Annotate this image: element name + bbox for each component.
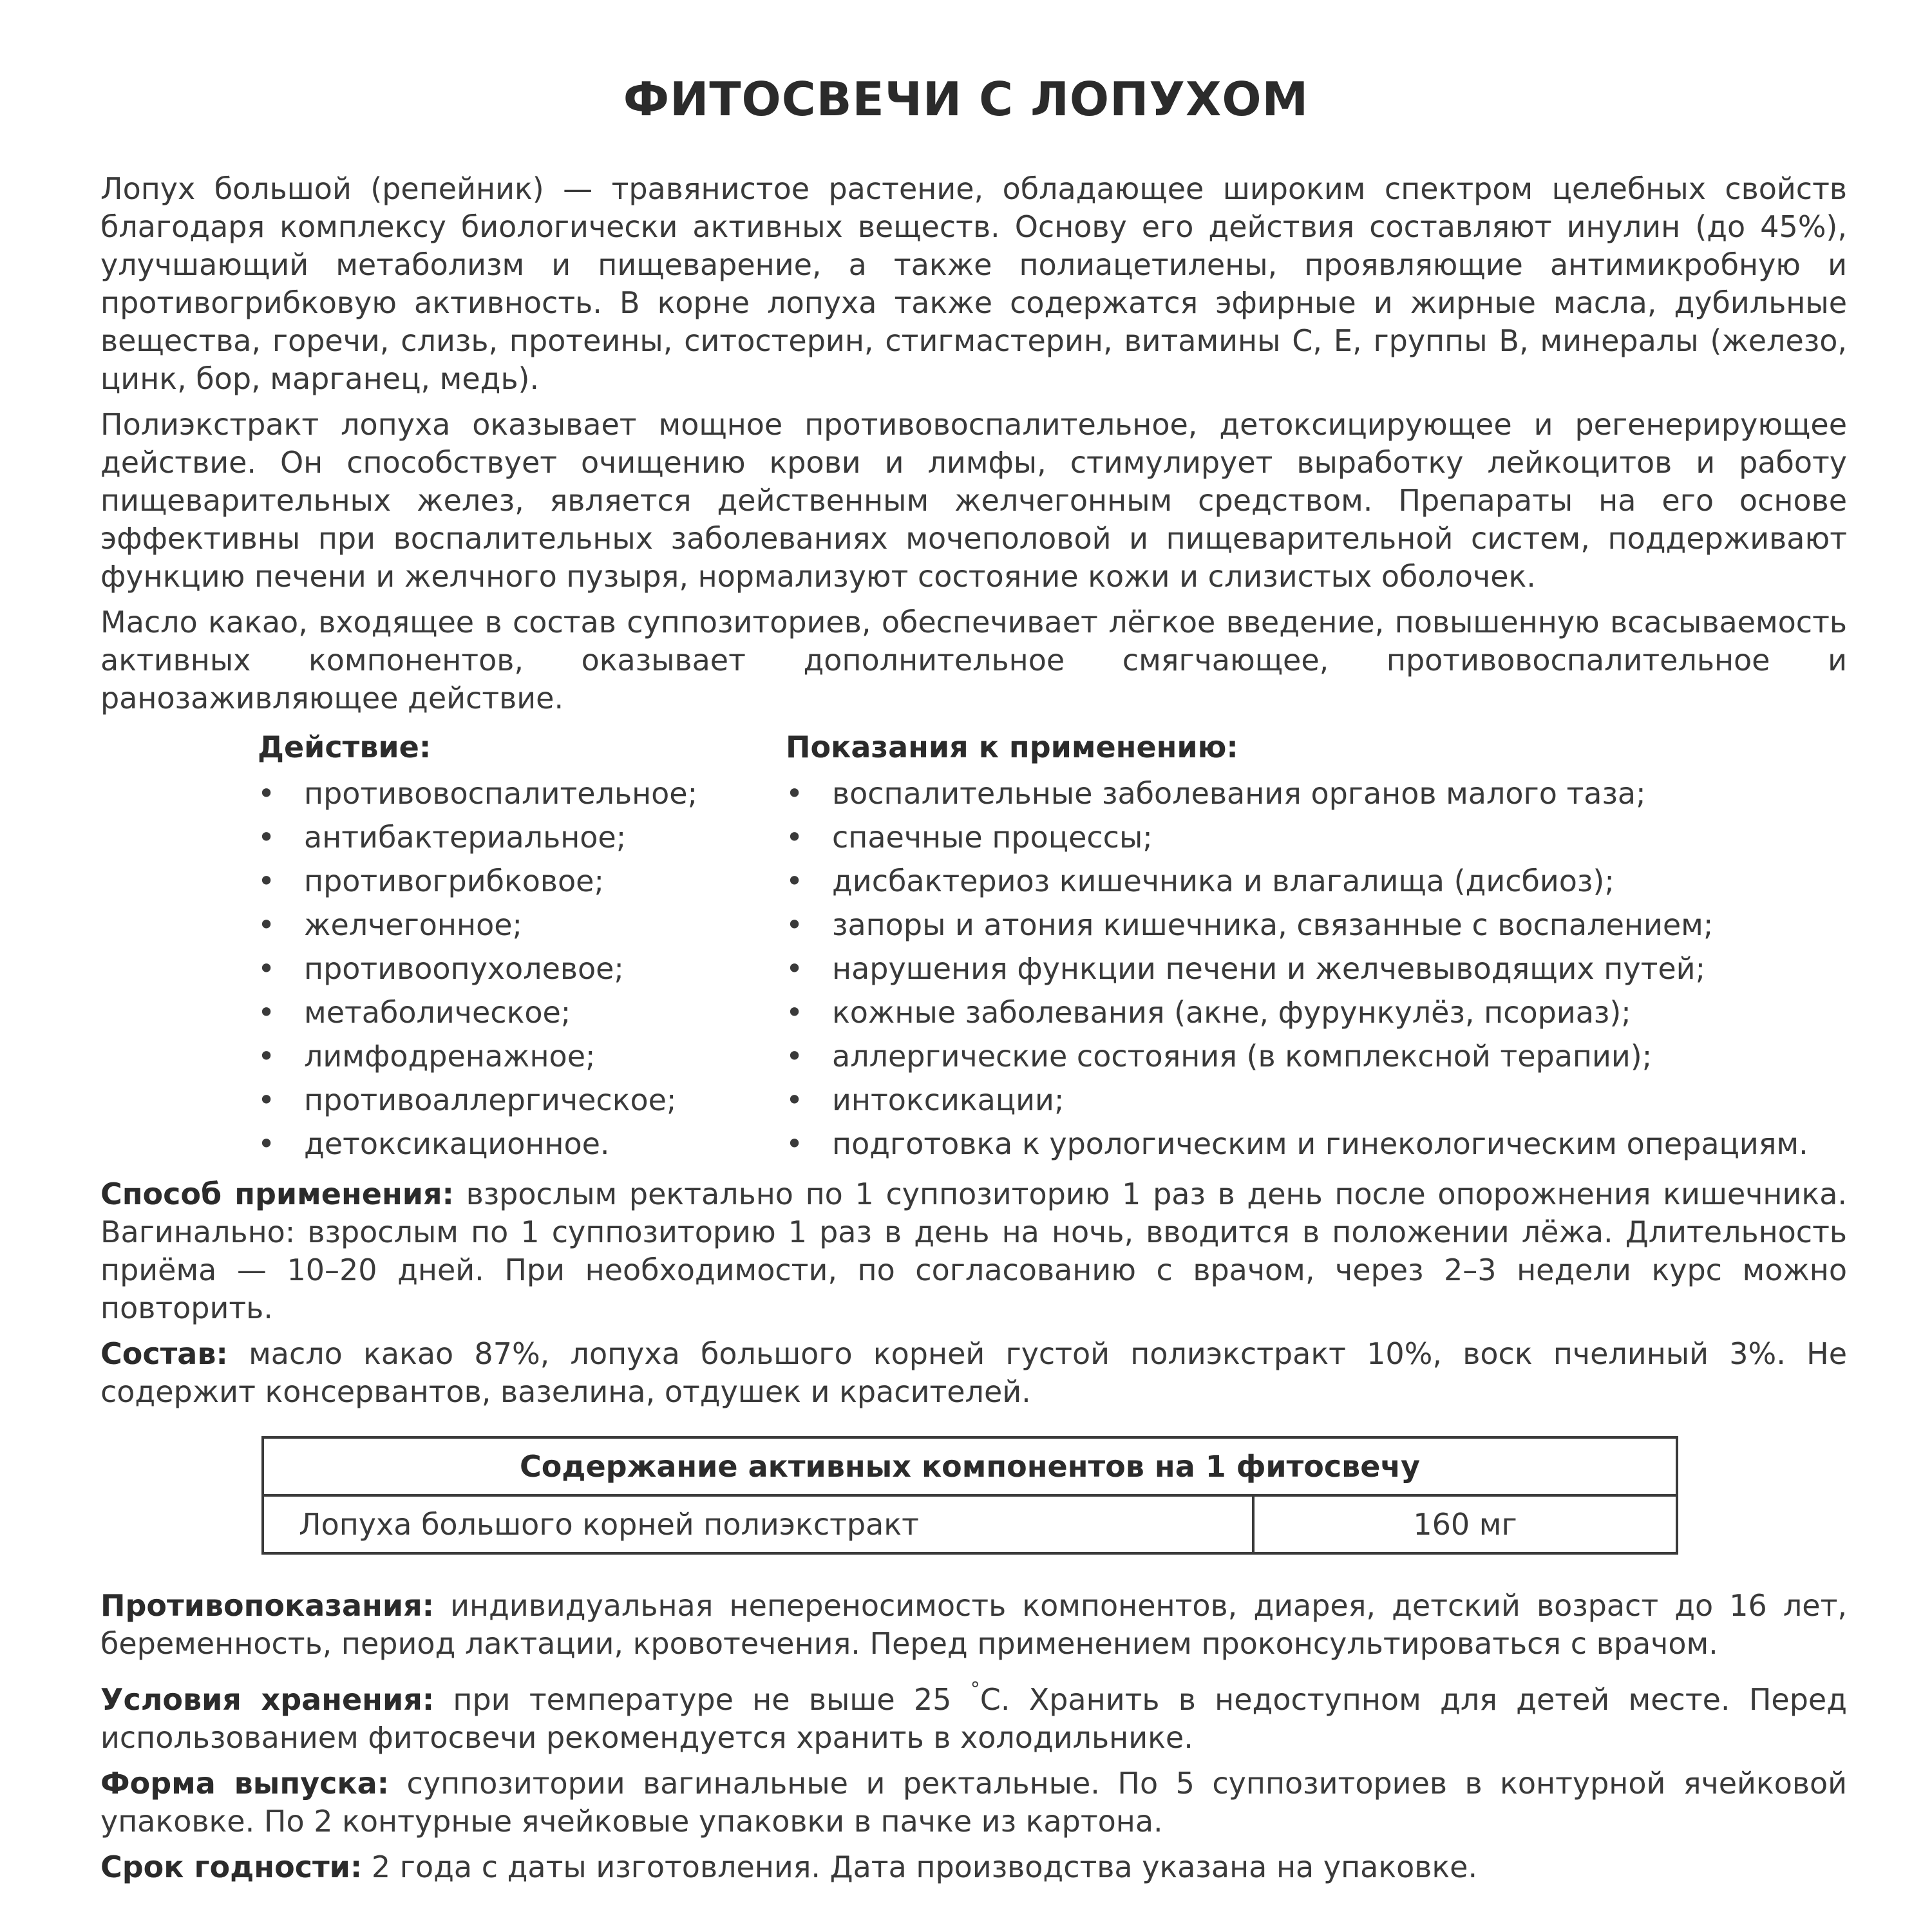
shelf-life-label: Срок годности: — [100, 1850, 363, 1884]
table-header: Содержание активных компонентов на 1 фитосвечу — [264, 1439, 1676, 1497]
usage-section — [100, 1175, 1847, 1411]
list-item: • интоксикации; — [786, 1078, 1808, 1122]
list-item: • желчегонное; — [258, 903, 697, 947]
bullet-icon: • — [258, 1126, 276, 1161]
list-item: • спаечные процессы; — [786, 815, 1808, 859]
contraindications-label: Противопоказания: — [100, 1588, 434, 1623]
bullet-icon: • — [786, 864, 804, 898]
composition-label: Состав: — [100, 1336, 228, 1371]
bullet-icon: • — [786, 907, 804, 942]
list-item: • дисбактериоз кишечника и влагалища (дисбиоз); — [786, 859, 1808, 903]
usage-paragraph — [100, 1175, 1847, 1327]
intro-paragraph-3: Масло какао, входящее в состав суппозиториев, обеспечивает лёгкое введение, повышенную всасываемость активных компонентов, оказывает дополнительное смягчающее, противовоспалительное и ранозаживляющее действие. — [100, 605, 1847, 715]
list-item: • подготовка к урологическим и гинекологическим операциям. — [786, 1122, 1808, 1166]
bullet-icon: • — [786, 995, 804, 1030]
page-title: ФИТОСВЕЧИ С ЛОПУХОМ — [623, 72, 1309, 126]
bullet-icon: • — [786, 1083, 804, 1117]
usage-text: взрослым ректально по 1 суппозиторию 1 раз в день после опорожнения кишечника. Вагинально: взрослым по 1 суппозиторию 1 раз в день на ночь, вводится в положении лёжа. Длительность приёма — 10–20 дней. При необходимости, по согласованию с врачом, через 2–3 недели курс можно повторить. — [100, 1177, 1848, 1325]
action-column — [258, 728, 697, 1166]
bullet-icon: • — [786, 820, 804, 855]
bullet-icon: • — [786, 776, 804, 811]
active-components-table — [261, 1436, 1678, 1555]
list-item: • противогрибковое; — [258, 859, 697, 903]
bullet-icon: • — [258, 1083, 276, 1117]
bullet-icon: • — [258, 907, 276, 942]
shelf-life-paragraph — [100, 1848, 1847, 1886]
indications-column — [786, 728, 1808, 1166]
list-item: • противовоспалительное; — [258, 772, 697, 815]
action-heading: Действие: — [258, 730, 431, 764]
shelf-life-text: 2 года с даты изготовления. Дата производства указана на упаковке. — [362, 1850, 1478, 1884]
list-item: • противоаллергическое; — [258, 1078, 697, 1122]
list-item: • антибактериальное; — [258, 815, 697, 859]
list-item: • противоопухолевое; — [258, 947, 697, 990]
storage-text-before: при температуре не выше 25 — [434, 1682, 971, 1717]
usage-label: Способ применения: — [100, 1177, 454, 1211]
details-section — [100, 1587, 1847, 1886]
indications-list — [786, 772, 1808, 1166]
bullet-icon: • — [786, 1039, 804, 1074]
list-item: • метаболическое; — [258, 990, 697, 1034]
composition-text: масло какао 87%, лопуха большого корней густой полиэкстракт 10%, воск пчелиный 3%. Не содержит консервантов, вазелина, отдушек и красителей. — [100, 1336, 1847, 1409]
form-label: Форма выпуска: — [100, 1766, 390, 1801]
intro-section — [100, 170, 1847, 717]
indications-heading: Показания к применению: — [786, 730, 1238, 764]
bullet-icon: • — [258, 995, 276, 1030]
list-item: • аллергические состояния (в комплексной терапии); — [786, 1034, 1808, 1078]
component-value-cell: 160 мг — [1413, 1507, 1517, 1542]
composition-paragraph — [100, 1335, 1847, 1411]
bullet-icon: • — [258, 776, 276, 811]
list-item: • запоры и атония кишечника, связанные с воспалением; — [786, 903, 1808, 947]
action-list — [258, 772, 697, 1166]
storage-text-after: С. Хранить в недоступном для детей месте. Перед использованием фитосвечи рекомендуется хранить в холодильнике. — [100, 1682, 1848, 1755]
bullet-icon: • — [258, 1039, 276, 1074]
list-item: • кожные заболевания (акне, фурункулёз, псориаз); — [786, 990, 1808, 1034]
bullet-icon: • — [258, 864, 276, 898]
storage-label: Условия хранения: — [100, 1682, 435, 1717]
contraindications-paragraph — [100, 1587, 1847, 1663]
form-text: суппозитории вагинальные и ректальные. По 5 суппозиториев в контурной ячейковой упаковке. По 2 контурные ячейковые упаковки в пачке из картона. — [100, 1766, 1848, 1839]
list-item: • детоксикационное. — [258, 1122, 697, 1166]
table-row — [264, 1497, 1676, 1552]
contraindications-text: индивидуальная непереносимость компонентов, диарея, детский возраст до 16 лет, беременность, период лактации, кровотечения. Перед применением проконсультироваться с врачом. — [100, 1588, 1847, 1661]
intro-paragraph-2: Полиэкстракт лопуха оказывает мощное противовоспалительное, детоксицирующее и регенерирующее действие. Он способствует очищению крови и лимфы, стимулирует выработку лейкоцитов и работу пищеварительных желез, является действенным желчегонным средством. Препараты на его основе эффективны при воспалительных заболеваниях мочеполовой и пищеварительной систем, поддерживают функцию печени и желчного пузыря, нормализуют состояние кожи и слизистых оболочек. — [100, 407, 1847, 594]
component-name-cell: Лопуха большого корней полиэкстракт — [264, 1497, 1255, 1552]
bullet-icon: • — [258, 820, 276, 855]
list-item: • нарушения функции печени и желчевыводящих путей; — [786, 947, 1808, 990]
bullet-icon: • — [786, 951, 804, 986]
intro-paragraph-1: Лопух большой (репейник) — травянистое растение, обладающее широким спектром целебных свойств благодаря комплексу биологически активных веществ. Основу его действия составляют инулин (до 45%), улучшающий метаболизм и пищеварение, а также полиацетилены, проявляющие антимикробную и противогрибковую активность. В корне лопуха также содержатся эфирные и жирные масла, дубильные вещества, горечи, слизь, протеины, ситостерин, стигмастерин, витамины С, Е, группы В, минералы (железо, цинк, бор, марганец, медь). — [100, 171, 1847, 396]
bullet-icon: • — [258, 951, 276, 986]
bullet-icon: • — [786, 1126, 804, 1161]
storage-paragraph — [100, 1671, 1847, 1757]
form-paragraph — [100, 1765, 1847, 1841]
list-item: • лимфодренажное; — [258, 1034, 697, 1078]
list-item: • воспалительные заболевания органов малого таза; — [786, 772, 1808, 815]
degree-icon: ° — [970, 1678, 980, 1701]
